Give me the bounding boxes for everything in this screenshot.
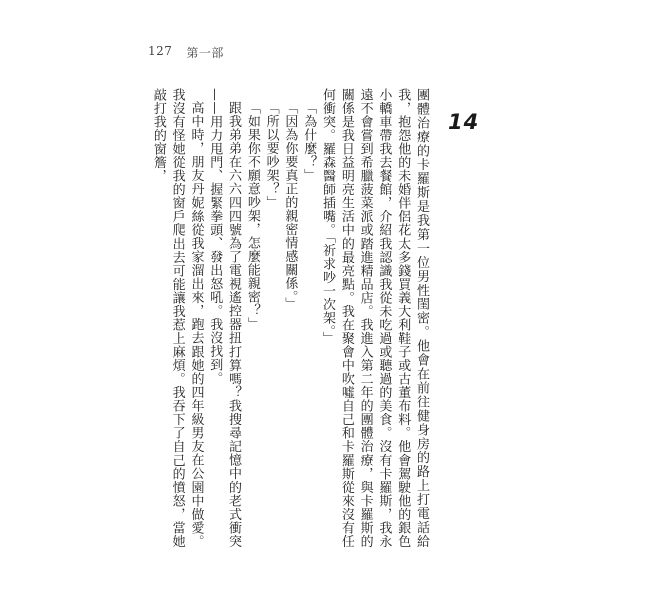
paragraph-1: 團體治療的卡羅斯是我第一位男性閨密。他會在前往健身房的路上打電話給我，抱怨他的未婚伴侶花太多錢買義大利鞋子或古董布料。他會駕駛他的銀色小轎車帶我去餐館，介紹我認識我從未吃過或聽過的美食。沒有卡羅斯，我永遠不會嘗到希臘菠菜派或踏進精品店。我進入第二年的團體治療，與卡羅斯的關係是我日益明亮生活中的最亮點。我在聚會中吹噓自己和卡羅斯從來沒有任何衝突。羅森醫師插嘴。「祈求吵一次架。」 [320, 88, 429, 548]
paragraph-2: 「為什麼？」 [301, 101, 317, 182]
paragraph-3: 「因為你要真正的親密情感關係。」 [282, 101, 298, 311]
paragraph-5: 「如果你不願意吵架，怎麼能親密？」 [244, 101, 260, 331]
page-number: 127 [148, 44, 173, 58]
paragraph-7: 高中時，朋友丹妮絲從我家溜出來，跑去跟她的四年級男友在公園中做愛。我沒有怪她從我的窗戶爬出去可能讓我惹上麻煩。我吞下了自己的憤怒，當她敲打我的窗簷， [150, 88, 204, 548]
section-title: 第一部 [186, 46, 224, 60]
paragraph-4: 「所以要吵架？」 [263, 101, 279, 209]
chapter-number: 14 [448, 110, 480, 134]
running-header [148, 44, 224, 61]
paragraph-6: 跟我弟弟在六六四四號為了電視遙控器扭打算嗎？我搜尋記憶中的老式衝突——用力甩門、握緊拳頭、發出怒吼。我沒找到。 [207, 88, 242, 548]
body-text [148, 88, 430, 548]
